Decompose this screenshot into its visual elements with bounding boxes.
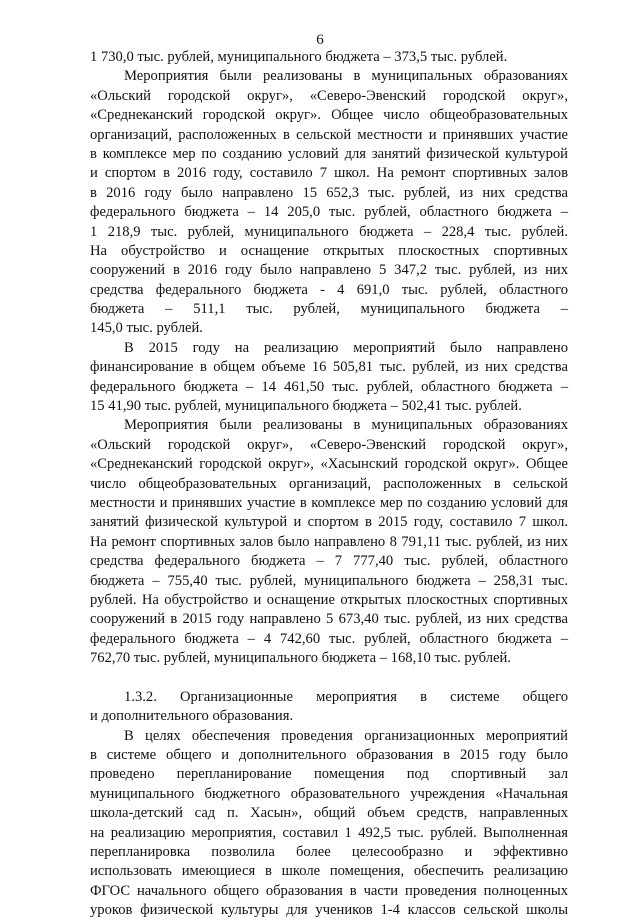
text-line: сооружений в 2015 году направлено 5 673,40 тыс. рублей, из них средства <box>90 611 568 628</box>
text-line: муниципального бюджетного образовательного учреждения «Начальная <box>90 785 568 802</box>
text-line: на реализацию мероприятия, составил 1 492,5 тыс. рублей. Выполненная <box>90 824 568 841</box>
text-line: местности и принявших участие в комплексе мер по созданию условий для <box>90 494 568 511</box>
text-line: проведено перепланирование помещения под спортивный зал <box>90 766 568 783</box>
text-line: «Среднеканский городской округ». Общее число общеобразовательных <box>90 107 568 124</box>
text-line: «Среднеканский городской округ», «Хасынский городской округ». Общее <box>90 456 568 473</box>
text-line: 15 41,90 тыс. рублей, муниципального бюджета – 502,41 тыс. рублей. <box>90 398 522 415</box>
text-line: «Ольский городской округ», «Северо-Эвенский городской округ», <box>90 87 568 104</box>
page-number: 6 <box>316 32 324 48</box>
text-line: в 2016 году было направлено 15 652,3 тыс. рублей, из них средства <box>90 184 568 201</box>
text-line: В целях обеспечения проведения организационных мероприятий <box>124 727 568 744</box>
text-line: средства федерального бюджета – 7 777,40 тыс. рублей, областного <box>90 553 568 570</box>
paragraph <box>90 339 568 417</box>
text-line: организаций, расположенных в сельской местности и принявших участие <box>90 126 568 143</box>
text-line: число общеобразовательных организаций, расположенных в сельской <box>90 475 568 492</box>
text-line: сооружений в 2016 году было направлено 5 347,2 тыс. рублей, из них <box>90 262 568 279</box>
text-line: использовать имеющиеся в школе помещения, обеспечить реализацию <box>90 863 568 880</box>
text-line: перепланировка позволила более целесообразно и эффективно <box>90 844 568 861</box>
text-line: средства федерального бюджета - 4 691,0 тыс. рублей, областного <box>90 281 568 298</box>
text-line: рублей. На обустройство и оснащение открытых плоскостных спортивных <box>90 591 568 608</box>
text-line: «Ольский городской округ», «Северо-Эвенский городской округ», <box>90 436 568 453</box>
text-line: финансирование в общем объеме 16 505,81 тыс. рублей, из них средства <box>90 359 568 376</box>
paragraph <box>90 688 568 727</box>
text-line: 1 730,0 тыс. рублей, муниципального бюджета – 373,5 тыс. рублей. <box>90 49 508 65</box>
document-body <box>90 48 568 921</box>
paragraph <box>90 416 568 668</box>
text-line: федерального бюджета – 14 461,50 тыс. рублей, областного бюджета – <box>90 378 568 395</box>
text-line: школа-детский сад п. Хасын», общий объем средств, направленных <box>90 805 568 822</box>
paragraph <box>90 727 568 921</box>
text-line: и дополнительного образования. <box>90 708 294 725</box>
text-line: В 2015 году на реализацию мероприятий было направлено <box>124 339 568 356</box>
text-line: 1 218,9 тыс. рублей, муниципального бюджета – 228,4 тыс. рублей. <box>90 223 568 240</box>
text-line: ФГОС начального общего образования в части проведения полноценных <box>90 882 568 899</box>
text-line: Мероприятия были реализованы в муниципальных образованиях <box>124 417 568 434</box>
text-line: 1.3.2. Организационные мероприятия в системе общего <box>124 688 568 705</box>
text-line: 145,0 тыс. рублей. <box>90 320 203 337</box>
paragraph <box>90 48 568 67</box>
text-line: На ремонт спортивных залов было направлено 8 791,11 тыс. рублей, из них <box>90 533 568 550</box>
text-line: в системе общего и дополнительного образования в 2015 году было <box>90 747 568 764</box>
text-line: 762,70 тыс. рублей, муниципального бюджета – 168,10 тыс. рублей. <box>90 650 511 667</box>
paragraph-gap <box>90 669 568 688</box>
text-line: федерального бюджета – 4 742,60 тыс. рублей, областного бюджета – <box>90 630 568 647</box>
text-line: занятий физической культурой и спортом в 2015 году, составило 7 школ. <box>90 514 568 531</box>
text-line: и спортом в 2016 году, составило 7 школ. На ремонт спортивных залов <box>90 165 568 182</box>
paragraph <box>90 67 568 338</box>
text-line: федерального бюджета – 14 205,0 тыс. рублей, областного бюджета – <box>90 204 568 221</box>
text-line: бюджета – 755,40 тыс. рублей, муниципального бюджета – 258,31 тыс. <box>90 572 568 589</box>
text-line: бюджета – 511,1 тыс. рублей, муниципального бюджета – <box>90 301 568 318</box>
text-line: Мероприятия были реализованы в муниципальных образованиях <box>124 68 568 85</box>
text-line: в комплексе мер по созданию условий для занятий физической культурой <box>90 145 568 162</box>
text-line: уроков физической культуры для учеников 1-4 классов сельской школы <box>90 902 568 919</box>
text-line: На обустройство и оснащение открытых плоскостных спортивных <box>90 242 568 259</box>
